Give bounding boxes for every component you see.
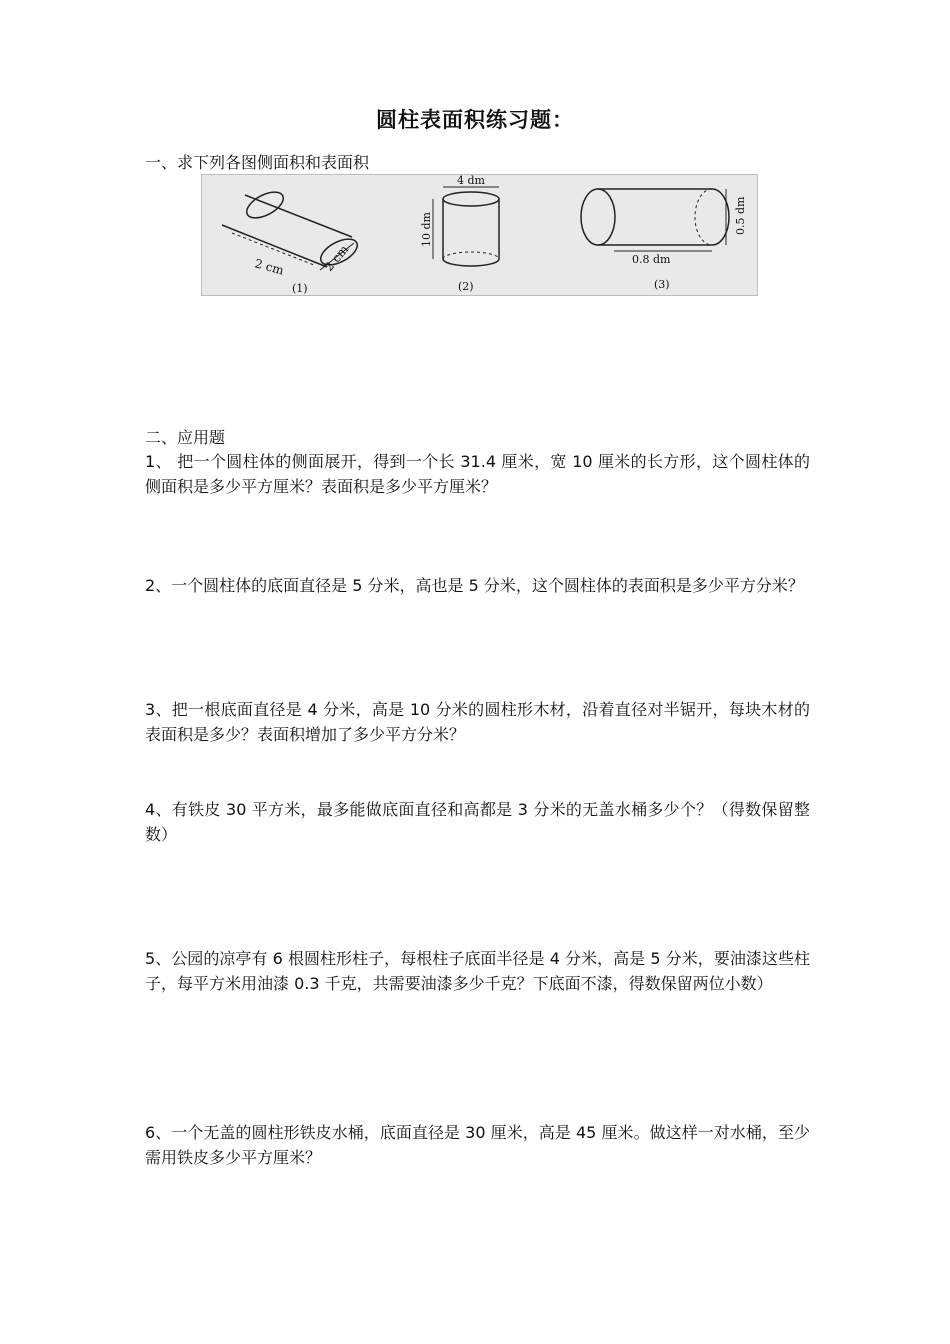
cylinder-figures [201, 174, 758, 296]
figure-3-label-diameter: 0.5 dm [734, 196, 747, 235]
figure-1-caption: (1) [292, 282, 308, 295]
question-1: 1、 把一个圆柱体的侧面展开，得到一个长 31.4 厘米，宽 10 厘米的长方形，这个圆柱体的侧面积是多少平方厘米？表面积是多少平方厘米？ [145, 452, 810, 496]
question-2: 2、一个圆柱体的底面直径是 5 分米，高也是 5 分米，这个圆柱体的表面积是多少平方分米？ [145, 576, 804, 595]
figure-1-label-a: 2 cm [253, 256, 286, 278]
figure-2-upright-cylinder [433, 187, 499, 266]
figure-3-horizontal-cylinder [581, 189, 729, 251]
figure-2-label-diameter: 4 dm [457, 175, 485, 187]
question-3: 3、把一根底面直径是 4 分米，高是 10 分米的圆柱形木材，沿着直径对半锯开，每块木材的表面积是多少？表面积增加了多少平方分米？ [145, 700, 810, 744]
figure-3-label-length: 0.8 dm [632, 253, 671, 266]
figure-2-caption: (2) [458, 280, 474, 293]
cylinder-figures-drawing [202, 175, 759, 297]
figure-3-caption: (3) [654, 278, 670, 291]
question-6: 6、一个无盖的圆柱形铁皮水桶，底面直径是 30 厘米，高是 45 厘米。做这样一对水桶，至少需用铁皮多少平方厘米？ [145, 1123, 810, 1167]
figure-1-label-b: 2 cm [321, 242, 352, 274]
page-title: 圆柱表面积练习题： [376, 108, 574, 132]
figure-2-label-height: 10 dm [420, 212, 433, 247]
section-2-heading: 二、应用题 [145, 428, 226, 447]
question-4: 4、有铁皮 30 平方米，最多能做底面直径和高都是 3 分米的无盖水桶多少个？（得数保留整数） [145, 800, 810, 844]
question-5: 5、公园的凉亭有 6 根圆柱形柱子，每根柱子底面半径是 4 分米，高是 5 分米，要油漆这些柱子，每平方米用油漆 0.3 千克，共需要油漆多少千克？下底面不漆，得数保留两位小数） [145, 949, 810, 993]
section-1-heading: 一、求下列各图侧面积和表面积 [145, 153, 370, 172]
